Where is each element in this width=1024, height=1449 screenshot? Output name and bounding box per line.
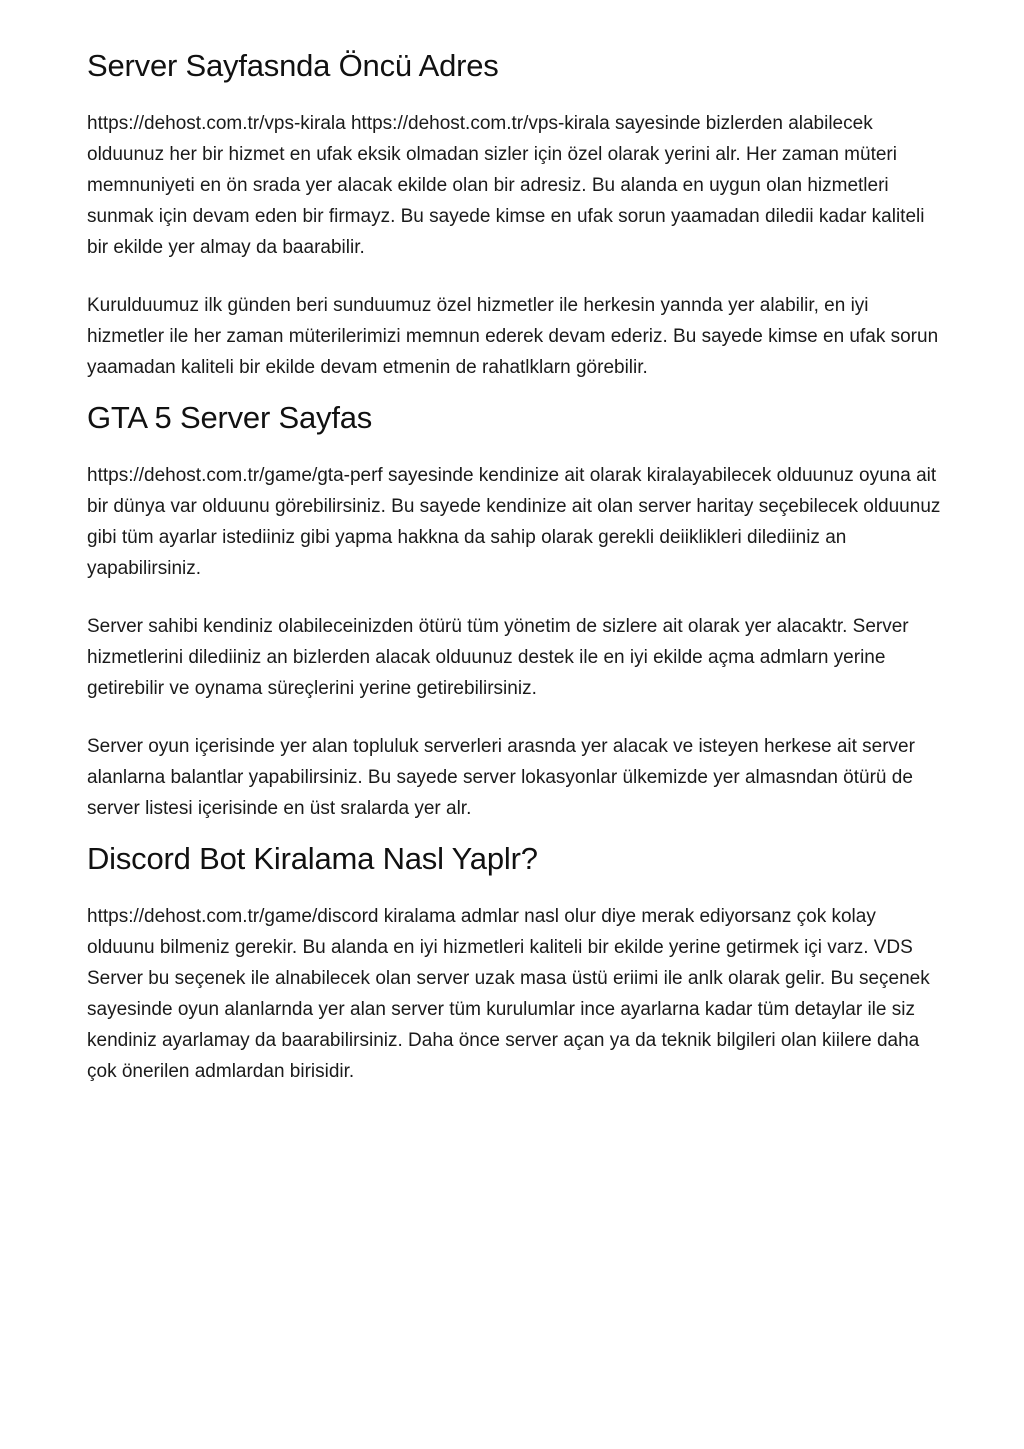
section-paragraph: Kurulduumuz ilk günden beri sunduumuz özel hizmetler ile herkesin yannda yer alabilir, en iyi hizmetler ile her zaman müterilerimizi memnun ederek devam ederiz. Bu sayede kimse en ufak sorun yaamadan kaliteli bir ekilde devam etmenin de rahatlklarn görebilir. — [87, 295, 939, 378]
section-paragraph: Server oyun içerisinde yer alan topluluk serverleri arasnda yer alacak ve isteyen herkese ait server alanlarna balantlar yapabilirsiniz. Bu sayede server lokasyonlar ülkemizde yer almasndan ötürü de server listesi içerisinde en üst sralarda yer alr. — [87, 736, 915, 819]
section-gta5-server — [87, 396, 947, 824]
section-paragraph: https://dehost.com.tr/game/discord kiralama admlar nasl olur diye merak ediyorsanz çok kolay olduunu bilmeniz gerekir. Bu alanda en iyi hizmetleri kaliteli bir ekilde yerine getirmek içi varz. VDS Server bu seçenek ile alnabilecek olan server uzak masa üstü eriimi ile anlk olarak gelir. Bu seçenek sayesinde oyun alanlarnda yer alan server tüm kurulumlar ince ayarlarna kadar tüm detaylar ile siz kendiniz ayarlamay da baarabilirsiniz. Daha önce server açan ya da teknik bilgileri olan kiilere daha çok önerilen admlardan birisidir. — [87, 906, 930, 1082]
section-heading: Server Sayfasnda Öncü Adres — [87, 48, 499, 83]
section-heading: GTA 5 Server Sayfas — [87, 400, 373, 435]
section-server-page — [87, 44, 947, 383]
section-paragraph: https://dehost.com.tr/game/gta-perf sayesinde kendinize ait olarak kiralayabilecek olduunuz oyuna ait bir dünya var olduunu görebilirsiniz. Bu sayede kendinize ait olan server haritay seçebilecek olduunuz gibi tüm ayarlar istediiniz gibi yapma hakkna da sahip olarak gerekli deiiklikleri dilediiniz an yapabilirsiniz. — [87, 465, 941, 579]
document-page — [87, 40, 947, 1087]
section-heading: Discord Bot Kiralama Nasl Yaplr? — [87, 841, 538, 876]
section-paragraph: https://dehost.com.tr/vps-kirala https://dehost.com.tr/vps-kirala sayesinde bizlerden alabilecek olduunuz her bir hizmet en ufak eksik olmadan sizler için özel olarak yerini alr. Her zaman müteri memnuniyeti en ön srada yer alacak ekilde olan bir adresiz. Bu alanda en uygun olan hizmetleri sunmak için devam eden bir firmayz. Bu sayede kimse en ufak sorun yaamadan diledii kadar kaliteli bir ekilde yer almay da baarabilir. — [87, 113, 925, 258]
section-discord-bot — [87, 837, 947, 1087]
section-paragraph: Server sahibi kendiniz olabileceinizden ötürü tüm yönetim de sizlere ait olarak yer alacaktr. Server hizmetlerini dilediiniz an bizlerden alacak olduunuz destek ile en iyi ekilde açma admlarn yerine getirebilir ve oynama süreçlerini yerine getirebilirsiniz. — [87, 616, 909, 699]
